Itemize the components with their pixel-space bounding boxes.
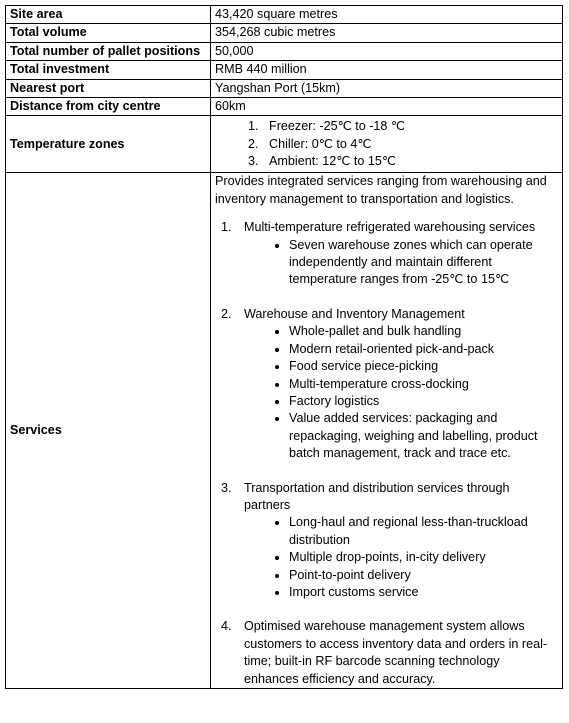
row-label: Total number of pallet positions <box>6 42 211 60</box>
row-value: 43,420 square metres <box>211 6 563 24</box>
row-label: Nearest port <box>6 79 211 97</box>
services-item-title: Optimised warehouse management system allows customers to access inventory data and orders in real-time; built-in RF barcode scanning technology enhances efficiency and accuracy. <box>244 619 548 686</box>
temperature-zones-label: Temperature zones <box>6 116 211 173</box>
services-row <box>6 173 563 689</box>
list-item: 1. Freezer: -25℃ to -18 ℃ <box>262 118 558 135</box>
list-item: 3. Ambient: 12℃ to 15℃ <box>262 153 558 170</box>
temperature-zones-row <box>6 116 563 173</box>
bullet-item: • Factory logistics <box>289 393 552 410</box>
services-item-title: Transportation and distribution services through partners <box>244 480 510 512</box>
bullet-list <box>244 514 552 601</box>
row-label: Total investment <box>6 61 211 79</box>
bullet-item: • Food service piece-picking <box>289 358 552 375</box>
row-value: Yangshan Port (15km) <box>211 79 563 97</box>
table-row <box>6 79 563 97</box>
services-cell <box>211 173 563 689</box>
services-item <box>235 306 558 463</box>
table-row <box>6 6 563 24</box>
temperature-zones-list <box>215 118 558 170</box>
services-list <box>215 219 558 688</box>
bullet-item: • Import customs service <box>289 584 552 601</box>
table-row <box>6 61 563 79</box>
services-intro: Provides integrated services ranging from warehousing and inventory management to transportation and logistics. <box>215 174 547 206</box>
bullet-item: • Whole-pallet and bulk handling <box>289 323 552 340</box>
table-row <box>6 42 563 60</box>
bullet-item: • Long-haul and regional less-than-truckload distribution <box>289 514 552 549</box>
services-item <box>235 618 558 688</box>
facts-table <box>5 5 563 689</box>
bullet-item: • Multi-temperature cross-docking <box>289 376 552 393</box>
services-item <box>235 480 558 602</box>
table-row <box>6 24 563 42</box>
row-label: Distance from city centre <box>6 98 211 116</box>
row-value: 354,268 cubic metres <box>211 24 563 42</box>
row-label: Site area <box>6 6 211 24</box>
list-item: 2. Chiller: 0℃ to 4℃ <box>262 136 558 153</box>
bullet-item: • Seven warehouse zones which can operate independently and maintain different temperature ranges from -25℃ to 15℃ <box>289 237 552 289</box>
services-label: Services <box>6 173 211 689</box>
row-value: 60km <box>211 98 563 116</box>
row-value: 50,000 <box>211 42 563 60</box>
bullet-item: • Value added services: packaging and repackaging, weighing and labelling, product batch management, track and trace etc. <box>289 410 552 462</box>
bullet-list <box>244 323 552 462</box>
table-row <box>6 98 563 116</box>
bullet-item: • Multiple drop-points, in-city delivery <box>289 549 552 566</box>
row-label: Total volume <box>6 24 211 42</box>
temperature-zones-cell <box>211 116 563 173</box>
bullet-list <box>244 237 552 289</box>
bullet-item: • Modern retail-oriented pick-and-pack <box>289 341 552 358</box>
services-item-title: Warehouse and Inventory Management <box>244 306 465 321</box>
bullet-item: • Point-to-point delivery <box>289 567 552 584</box>
services-item <box>235 219 558 289</box>
row-value: RMB 440 million <box>211 61 563 79</box>
services-item-title: Multi-temperature refrigerated warehousing services <box>244 220 536 235</box>
